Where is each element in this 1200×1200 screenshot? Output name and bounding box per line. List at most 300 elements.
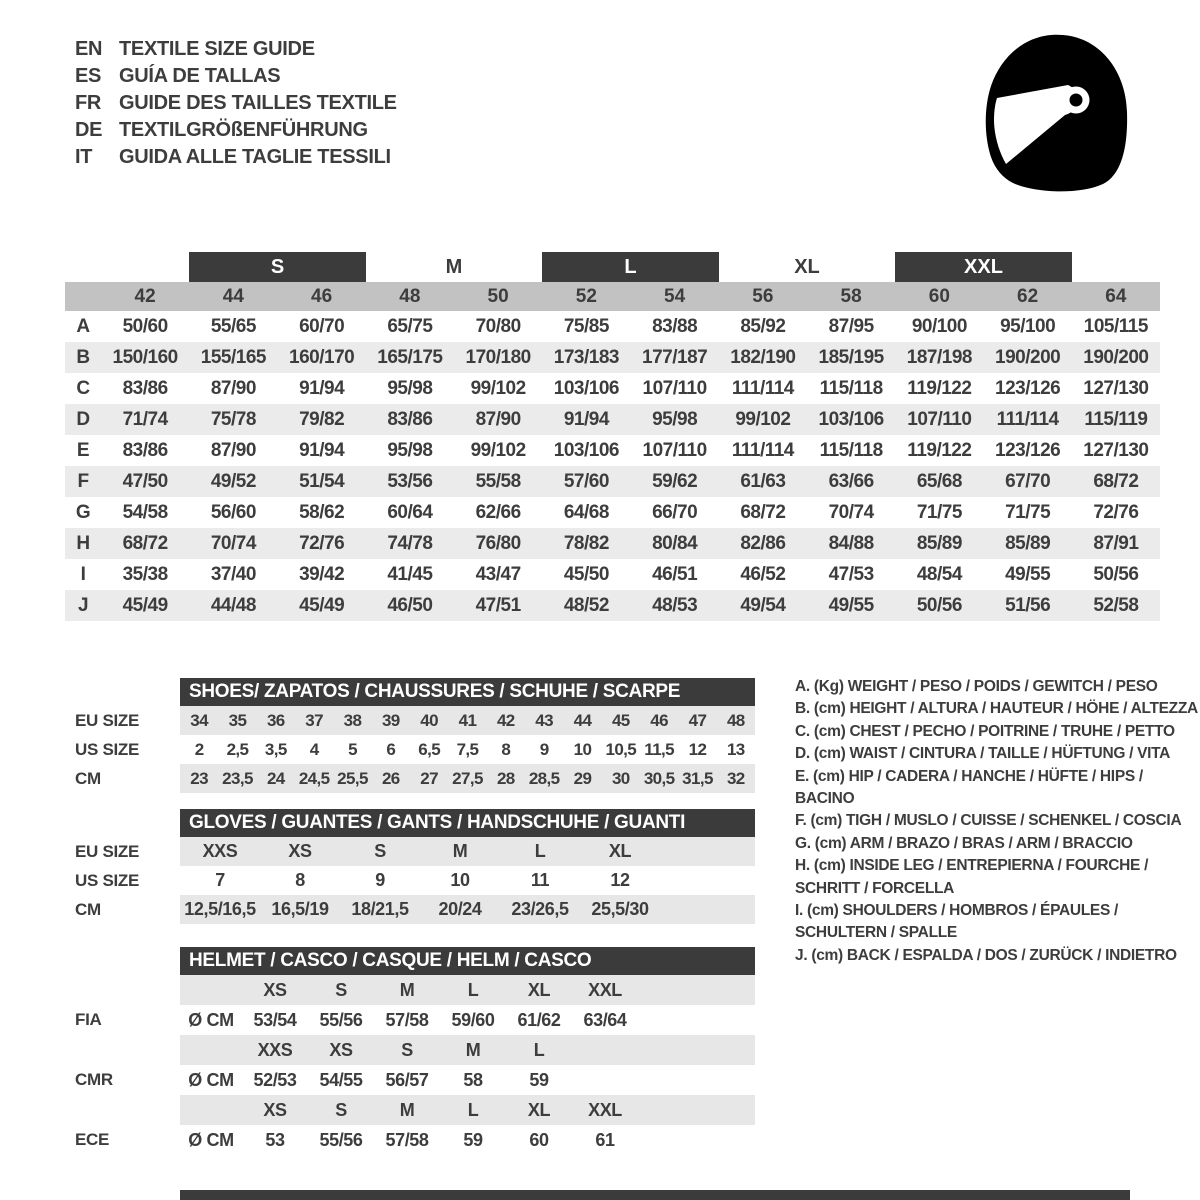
racing-helmet-icon (975, 28, 1135, 198)
gloves-values (180, 866, 755, 895)
row-letter: D (76, 408, 90, 430)
value-cell: 32 (726, 768, 745, 788)
helmet-value: 55/56 (319, 1009, 363, 1030)
size-header-row (65, 252, 1160, 282)
size-number: 50 (487, 285, 509, 307)
measure-value: 49/55 (1005, 563, 1051, 585)
measure-value: 115/118 (819, 439, 883, 461)
size-number: 48 (399, 285, 421, 307)
size-group-xxl: XXL (895, 252, 1072, 282)
measure-value: 78/82 (563, 532, 609, 554)
measure-value: 182/190 (730, 346, 796, 368)
measure-value: 49/54 (740, 594, 786, 616)
measure-value: 95/98 (652, 408, 698, 430)
measure-value: 48/54 (916, 563, 962, 585)
row-letter: G (75, 501, 91, 523)
measure-value: 64/68 (563, 501, 609, 523)
measure-row-f (65, 466, 1160, 497)
language-row (75, 90, 397, 117)
measure-value: 127/130 (1083, 439, 1149, 461)
unit-spacer (180, 1035, 242, 1065)
measure-value: 150/160 (112, 346, 178, 368)
shoes-values (180, 706, 755, 735)
value-cell: 6 (386, 739, 396, 759)
agency-label: ECE (75, 1130, 110, 1149)
measure-value: 185/195 (818, 346, 884, 368)
shoes-row-cm (75, 764, 775, 793)
helmet-value: 55/56 (319, 1129, 363, 1150)
unit-spacer (180, 1095, 242, 1125)
value-cell: 9 (375, 870, 385, 890)
measure-value: 47/50 (122, 470, 168, 492)
helmet-value: 56/57 (385, 1069, 429, 1090)
row-label (75, 975, 180, 1005)
size-number: 64 (1105, 285, 1127, 307)
language-code: IT (75, 146, 93, 168)
helmet-size-labels (180, 1035, 755, 1065)
measure-value: 70/74 (210, 532, 256, 554)
measure-row-b (65, 342, 1160, 373)
value-cell: 4 (309, 739, 319, 759)
helmet-size-label: XS (329, 1039, 353, 1060)
agency-label: FIA (75, 1010, 102, 1029)
helmet-values (180, 1125, 755, 1155)
gloves-values (180, 895, 755, 924)
measure-row-i (65, 559, 1160, 590)
helmet-value: 61/62 (517, 1009, 561, 1030)
measure-row-e (65, 435, 1160, 466)
measure-value: 91/94 (563, 408, 609, 430)
helmet-size-label: S (335, 979, 347, 1000)
row-letter: H (76, 532, 90, 554)
size-group-l: L (542, 252, 719, 282)
measure-value: 44/48 (210, 594, 256, 616)
measure-value: 49/52 (210, 470, 256, 492)
measure-value: 91/94 (299, 439, 345, 461)
helmet-values-row-fia (75, 1005, 775, 1035)
language-title: GUIDE DES TAILLES TEXTILE (119, 92, 397, 114)
language-title: GUÍA DE TALLAS (119, 65, 281, 87)
measure-rows (65, 311, 1160, 621)
helmet-size-labels (180, 975, 755, 1005)
helmet-size-labels (180, 1095, 755, 1125)
value-cell: 34 (190, 710, 209, 730)
row-label (75, 1095, 180, 1125)
value-cell: S (374, 841, 386, 861)
measure-value: 46/51 (652, 563, 698, 585)
measure-value: 49/55 (828, 594, 874, 616)
helmet-values-row-ece (75, 1125, 775, 1155)
value-cell: 43 (535, 710, 554, 730)
helmet-values (180, 1065, 755, 1095)
row-letter: E (76, 439, 90, 461)
row-label: CM (75, 768, 101, 788)
measure-value: 91/94 (299, 377, 345, 399)
language-title: GUIDA ALLE TAGLIE TESSILI (119, 146, 391, 168)
legend-item: A. (Kg) WEIGHT / PESO / POIDS / GEWITCH / PESO (795, 678, 1158, 695)
value-cell: 3,5 (264, 739, 287, 759)
legend-item: I. (cm) SHOULDERS / HOMBROS / ÉPAULES / SCHULTERN / SPALLE (795, 902, 1119, 942)
row-letter: J (77, 594, 89, 616)
helmet-value (572, 1065, 638, 1095)
helmet-value: 58 (463, 1069, 483, 1090)
measure-value: 80/84 (652, 532, 698, 554)
legend-item: H. (cm) INSIDE LEG / ENTREPIERNA / FOURCHE / SCHRITT / FORCELLA (795, 857, 1149, 897)
measure-value: 75/78 (210, 408, 256, 430)
value-cell: 25,5 (337, 768, 368, 788)
value-cell: 30,5 (643, 768, 675, 788)
legend-item: J. (cm) BACK / ESPALDA / DOS / ZURÜCK / INDIETRO (795, 946, 1177, 964)
row-letter: C (76, 377, 90, 399)
value-cell: 23/26,5 (511, 899, 569, 919)
value-cell: 2 (194, 739, 204, 759)
value-cell: 2,5 (226, 739, 249, 759)
measure-value: 85/89 (1005, 532, 1051, 554)
row-letter: F (77, 470, 89, 492)
measure-value: 50/56 (916, 594, 962, 616)
measure-value: 160/170 (289, 346, 355, 368)
legend-item: F. (cm) TIGH / MUSLO / CUISSE / SCHENKEL / COSCIA (795, 812, 1182, 830)
measure-value: 123/126 (995, 377, 1061, 399)
row-label: CM (75, 899, 101, 919)
unit-label: Ø CM (188, 1069, 234, 1090)
value-cell: 47 (688, 710, 707, 730)
helmet-value: 52/53 (253, 1069, 297, 1090)
shoes-section-header: SHOES/ ZAPATOS / CHAUSSURES / SCHUHE / SCARPE (180, 678, 755, 706)
measure-row-j (65, 590, 1160, 621)
row-label (75, 1035, 180, 1065)
measure-value: 54/58 (122, 501, 168, 523)
measure-value: 71/74 (122, 408, 168, 430)
measure-value: 95/98 (387, 439, 433, 461)
measure-value: 65/68 (916, 470, 962, 492)
row-label: US SIZE (75, 739, 140, 759)
measure-value: 83/88 (652, 315, 698, 337)
gloves-row-cm (75, 895, 775, 924)
measure-value: 70/74 (828, 501, 874, 523)
value-cell: 31,5 (682, 768, 713, 788)
measure-value: 187/198 (906, 346, 972, 368)
measure-row-g (65, 497, 1160, 528)
measure-value: 95/98 (387, 377, 433, 399)
legend-item: G. (cm) ARM / BRAZO / BRAS / ARM / BRACCIO (795, 834, 1133, 852)
helmet-sizes-row-cmr (75, 1035, 775, 1065)
value-cell: 42 (496, 710, 515, 730)
language-code: EN (75, 38, 103, 60)
unit-label: Ø CM (188, 1009, 234, 1030)
value-cell: 16,5/19 (271, 899, 329, 919)
textile-size-table (65, 252, 1160, 621)
value-cell: 24 (266, 768, 285, 788)
measure-value: 82/86 (740, 532, 786, 554)
measure-value: 60/70 (299, 315, 345, 337)
measure-value: 173/183 (553, 346, 619, 368)
size-number: 62 (1017, 285, 1039, 307)
measure-value: 35/38 (122, 563, 168, 585)
value-cell: 48 (726, 710, 745, 730)
size-number: 60 (928, 285, 950, 307)
size-group-s: S (189, 252, 366, 282)
helmet-values (180, 1005, 755, 1035)
measure-value: 68/72 (740, 501, 786, 523)
helmet-size-label: XXL (588, 1099, 622, 1120)
value-cell: 11 (530, 870, 550, 890)
helmet-value: 53/54 (253, 1009, 297, 1030)
value-cell: 46 (650, 710, 669, 730)
value-cell: 12 (610, 870, 630, 890)
measure-value: 83/86 (387, 408, 433, 430)
measure-value: 177/187 (642, 346, 708, 368)
helmet-value: 59 (529, 1069, 549, 1090)
helmet-values-row-cmr (75, 1065, 775, 1095)
measure-value: 165/175 (377, 346, 443, 368)
measure-value: 107/110 (642, 377, 707, 399)
bottom-cutoff-bar (180, 1190, 1130, 1200)
value-cell: 37 (305, 710, 324, 730)
measure-row-h (65, 528, 1160, 559)
measure-value: 99/102 (735, 408, 791, 430)
helmet-size-label: M (399, 1099, 415, 1120)
value-cell: 10 (573, 739, 592, 759)
helmet-sizes-row-ece (75, 1095, 775, 1125)
measure-value: 51/56 (1005, 594, 1051, 616)
measure-value: 61/63 (740, 470, 786, 492)
measure-value: 65/75 (387, 315, 433, 337)
measure-value: 127/130 (1083, 377, 1149, 399)
helmet-size-label: S (335, 1099, 347, 1120)
value-cell: 30 (611, 768, 630, 788)
measure-value: 47/51 (475, 594, 521, 616)
helmet-value: 59 (463, 1129, 483, 1150)
measure-value: 59/62 (652, 470, 698, 492)
measure-value: 71/75 (1005, 501, 1051, 523)
measure-value: 63/66 (828, 470, 874, 492)
measure-value: 66/70 (652, 501, 698, 523)
helmet-size-label: L (467, 979, 479, 1000)
measure-value: 74/78 (387, 532, 433, 554)
size-number: 44 (222, 285, 244, 307)
size-number: 54 (664, 285, 686, 307)
legend-item: C. (cm) CHEST / PECHO / POITRINE / TRUHE / PETTO (795, 722, 1175, 740)
helmet-size-label: S (401, 1039, 413, 1060)
measure-value: 87/90 (210, 377, 256, 399)
accessory-tables (75, 678, 775, 1155)
measure-value: 45/49 (122, 594, 168, 616)
value-cell: 8 (501, 739, 511, 759)
language-title: TEXTILGRÖßENFÜHRUNG (119, 119, 368, 141)
helmet-value: 53 (265, 1129, 285, 1150)
value-cell: 28,5 (528, 768, 560, 788)
value-cell: 36 (266, 710, 285, 730)
row-label: EU SIZE (75, 710, 140, 730)
measure-value: 190/200 (995, 346, 1061, 368)
measure-value: 85/89 (916, 532, 962, 554)
measure-value: 56/60 (210, 501, 256, 523)
row-letter: A (76, 315, 90, 337)
helmet-size-label: L (467, 1099, 479, 1120)
value-cell: 44 (573, 710, 592, 730)
size-number: 42 (134, 285, 156, 307)
measure-value: 41/45 (387, 563, 433, 585)
row-label: US SIZE (75, 870, 140, 890)
value-cell: 23,5 (222, 768, 253, 788)
value-cell: 27,5 (452, 768, 483, 788)
measure-value: 99/102 (470, 377, 526, 399)
measure-value: 83/86 (122, 439, 168, 461)
legend-item: D. (cm) WAIST / CINTURA / TAILLE / HÜFTUNG / VITA (795, 745, 1171, 763)
measure-value: 45/49 (299, 594, 345, 616)
measure-value: 50/56 (1093, 563, 1139, 585)
measure-value: 76/80 (475, 532, 521, 554)
language-title-list (75, 36, 397, 171)
measure-value: 111/114 (731, 439, 794, 461)
helmet-size-label: XS (263, 1099, 287, 1120)
measure-value: 123/126 (995, 439, 1061, 461)
value-cell: 10 (450, 870, 470, 890)
measure-value: 72/76 (299, 532, 345, 554)
value-cell: 7,5 (456, 739, 479, 759)
row-letter: B (76, 346, 90, 368)
measure-value: 62/66 (475, 501, 521, 523)
helmet-size-label: XL (527, 979, 551, 1000)
value-cell: 13 (726, 739, 745, 759)
measure-value: 45/50 (563, 563, 609, 585)
size-number: 52 (575, 285, 597, 307)
measure-value: 67/70 (1005, 470, 1051, 492)
gloves-table (75, 809, 775, 924)
measure-row-c (65, 373, 1160, 404)
measure-value: 47/53 (828, 563, 874, 585)
legend-item: B. (cm) HEIGHT / ALTURA / HAUTEUR / HÖHE / ALTEZZA (795, 700, 1198, 718)
language-row (75, 144, 397, 171)
measure-value: 68/72 (1093, 470, 1139, 492)
measure-value: 48/53 (652, 594, 698, 616)
shoes-row-us-size (75, 735, 775, 764)
measure-value: 111/114 (996, 408, 1059, 430)
row-letter: I (80, 563, 86, 585)
value-cell: 7 (215, 870, 225, 890)
value-cell: 6,5 (418, 739, 441, 759)
measure-value: 39/42 (299, 563, 345, 585)
measure-value: 107/110 (642, 439, 707, 461)
size-group-xl: XL (794, 255, 820, 278)
helmet-value: 54/55 (319, 1069, 363, 1090)
value-cell: 10,5 (605, 739, 637, 759)
helmet-value: 57/58 (385, 1009, 429, 1030)
value-cell: 23 (190, 768, 209, 788)
measure-value: 103/106 (553, 377, 619, 399)
measure-value: 119/122 (907, 377, 972, 399)
legend-item: E. (cm) HIP / CADERA / HANCHE / HÜFTE / HIPS / BACINO (795, 767, 1143, 808)
helmet-size-label: XL (527, 1099, 551, 1120)
helmet-size-label: L (533, 1039, 545, 1060)
measure-value: 90/100 (911, 315, 967, 337)
value-cell: 18/21,5 (351, 899, 409, 919)
value-cell: 35 (228, 710, 247, 730)
measure-value: 87/90 (210, 439, 256, 461)
measure-value: 72/76 (1093, 501, 1139, 523)
gloves-row-eu-size (75, 837, 775, 866)
helmet-value: 63/64 (583, 1009, 627, 1030)
shoes-values (180, 764, 755, 793)
row-label: EU SIZE (75, 841, 140, 861)
measure-row-a (65, 311, 1160, 342)
value-cell: 8 (295, 870, 305, 890)
helmet-section-header: HELMET / CASCO / CASQUE / HELM / CASCO (180, 947, 755, 975)
measure-value: 55/65 (210, 315, 256, 337)
measure-value: 46/50 (387, 594, 433, 616)
language-code: DE (75, 119, 103, 141)
helmet-table (75, 947, 775, 1155)
measure-value: 103/106 (818, 408, 884, 430)
helmet-size-label: M (465, 1039, 481, 1060)
helmet-value: 57/58 (385, 1129, 429, 1150)
measure-value: 57/60 (563, 470, 609, 492)
value-cell: XS (288, 841, 312, 861)
language-row (75, 63, 397, 90)
measure-value: 119/122 (907, 439, 972, 461)
measure-value: 75/85 (563, 315, 609, 337)
measure-value: 68/72 (122, 532, 168, 554)
measure-value: 55/58 (475, 470, 521, 492)
measure-value: 103/106 (553, 439, 619, 461)
measure-value: 99/102 (470, 439, 526, 461)
measure-value: 43/47 (475, 563, 521, 585)
value-cell: L (534, 841, 546, 861)
value-cell: 27 (420, 768, 439, 788)
value-cell: XL (608, 841, 632, 861)
language-code: FR (75, 92, 102, 114)
measure-value: 115/119 (1084, 408, 1148, 430)
measure-value: 53/56 (387, 470, 433, 492)
measure-value: 71/75 (916, 501, 962, 523)
value-cell: 25,5/30 (591, 899, 649, 919)
measure-value: 87/95 (828, 315, 874, 337)
helmet-size-label: M (399, 979, 415, 1000)
value-cell: 12 (688, 739, 707, 759)
measure-value: 60/64 (387, 501, 433, 523)
helmet-value: 61 (595, 1129, 615, 1150)
shoes-values (180, 735, 755, 764)
value-cell: 11,5 (644, 739, 675, 759)
gloves-row-us-size (75, 866, 775, 895)
measure-value: 107/110 (907, 408, 972, 430)
measure-value: 105/115 (1083, 315, 1148, 337)
helmet-sizes-row-fia (75, 975, 775, 1005)
helmet-value: 59/60 (451, 1009, 495, 1030)
measure-value: 111/114 (731, 377, 794, 399)
unit-label: Ø CM (188, 1129, 234, 1150)
measure-value: 84/88 (828, 532, 874, 554)
value-cell: 20/24 (438, 899, 482, 919)
helmet-size-label: XXL (588, 979, 622, 1000)
language-code: ES (75, 65, 102, 87)
measure-value: 95/100 (1000, 315, 1056, 337)
size-group-m: M (445, 255, 463, 278)
measure-value: 48/52 (563, 594, 609, 616)
measure-value: 83/86 (122, 377, 168, 399)
measure-value: 51/54 (299, 470, 345, 492)
value-cell: M (452, 841, 468, 861)
helmet-size-label: XXS (257, 1039, 293, 1060)
measure-value: 85/92 (740, 315, 786, 337)
language-row (75, 117, 397, 144)
gloves-section-header: GLOVES / GUANTES / GANTS / HANDSCHUHE / GUANTI (180, 809, 755, 837)
size-number-row (65, 282, 1160, 311)
helmet-size-label (572, 1035, 638, 1065)
size-number: 46 (311, 285, 333, 307)
measure-value: 46/52 (740, 563, 786, 585)
